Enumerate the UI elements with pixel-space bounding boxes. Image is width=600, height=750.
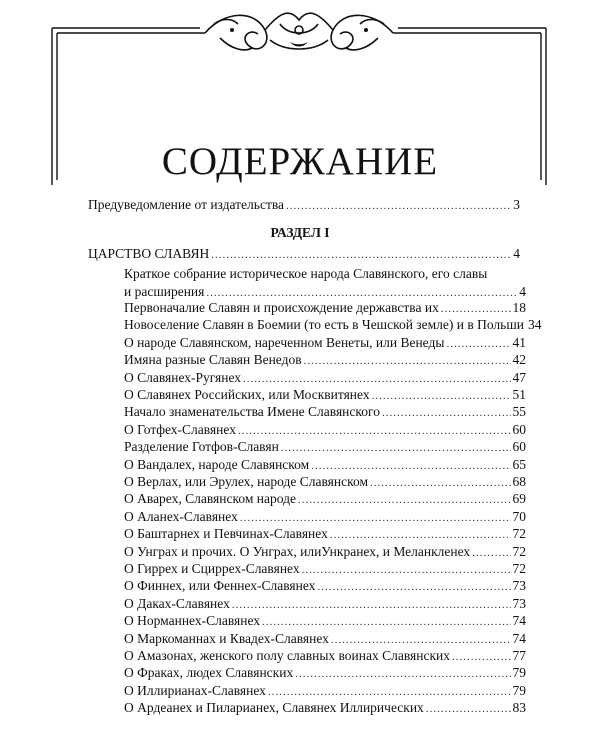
toc-page: 51 [512,387,526,402]
toc-page: 42 [512,352,526,368]
toc-entry [124,508,526,527]
toc-page: 72 [512,561,526,576]
toc-chapter [88,245,520,264]
toc-leader [330,526,511,544]
toc-page: 72 [512,526,526,542]
toc-leader [304,352,511,370]
toc-page: 4 [513,246,520,261]
toc-entry-line1: Краткое собрание историческое народа Славянского, его славы [124,266,488,281]
toc-entry [124,577,526,596]
toc-page: 79 [512,682,526,698]
toc-leader [262,613,510,631]
toc-label: О Гиррех и Сциррех-Славянех [124,561,300,576]
toc-label: О Аварех, Славянском народе [124,491,296,507]
toc-entry [124,473,526,492]
toc-page: 47 [512,369,526,385]
toc-page: 65 [512,456,526,472]
toc-leader [382,404,511,422]
toc-entry [124,316,542,335]
toc-label: О Финнех, или Феннех-Славянех [124,578,316,594]
toc-entry [124,421,526,440]
toc-page: 70 [512,508,526,524]
toc-page: 73 [512,595,526,611]
toc-entry [124,525,526,544]
toc-label: О Амазонах, женского полу славных воинах Славянских [124,648,451,663]
toc-entry [124,403,526,422]
toc-entry [124,386,526,405]
toc-entry [124,438,526,457]
toc-label: О Вандалех, народе Славянском [124,456,310,472]
toc-label: О Норманнех-Славянех [124,613,261,629]
toc-leader [298,491,511,509]
toc-leader [311,457,510,475]
toc-page: 18 [512,300,526,315]
toc-label: О народе Славянском, нареченном Венеты, или Венеды [124,334,445,350]
toc-label: О Верлах, или Эрулех, народе Славянском [124,474,369,489]
toc-page: 3 [513,197,520,212]
toc-page: 60 [512,439,526,455]
toc-entry [124,369,526,388]
toc-leader [211,246,511,264]
toc-entry [124,682,526,701]
toc-leader [452,648,510,666]
toc-label: О Фраках, людех Славянских [124,665,294,681]
toc-leader [302,561,511,579]
toc-entry [124,595,526,614]
toc-entry [124,560,526,579]
toc-label: О Маркоманнах и Квадех-Славянех [124,630,329,646]
toc-label: Новоселение Славян в Боемии (то есть в Чешской земле) и в Польши [124,317,524,333]
toc-leader [472,544,510,562]
ornament-fill-icon [230,28,368,47]
toc-label: О Ардеанех и Пиларианех, Славянех Иллирических [124,700,424,716]
toc-leader [370,474,510,492]
toc-leader [372,387,511,405]
toc-entry [124,664,526,683]
toc-page: 41 [512,334,526,350]
toc-page: 69 [512,491,526,507]
toc-page: 72 [512,543,526,559]
toc-page: 77 [512,648,526,663]
toc-leader [446,335,510,353]
toc-entry [124,456,526,475]
toc-label: Первоначалие Славян и происхождение державства их [124,300,439,315]
toc-label: О Даках-Славянех [124,595,230,611]
toc-entry [124,647,526,666]
toc-entry [124,490,526,509]
toc-leader [426,700,511,718]
toc-leader [331,631,511,649]
toc-leader [317,578,510,596]
section-heading: РАЗДЕЛ I [270,225,330,240]
toc-label: О Аланех-Славянех [124,508,238,524]
toc-label: О Готфех-Славянех [124,421,236,437]
toc-page: 74 [512,630,526,646]
toc-leader [238,422,511,440]
toc-entry [124,351,526,370]
toc-label: и расширения [124,284,205,299]
toc-entry [124,699,526,718]
toc-leader [268,683,511,701]
toc-label: О Иллирианах-Славянех [124,682,266,698]
toc-page: 79 [512,665,526,681]
toc-label: О Баштарнех и Певчинах-Славянех [124,526,328,542]
toc-label: Имяна разные Славян Венедов [124,352,302,368]
toc-label: Разделение Готфов-Славян [124,439,279,455]
toc-label: О Славянех-Ругянех [124,369,242,385]
toc-page: 60 [512,421,526,437]
toc-entry [124,543,526,562]
toc-label: О Унграх и прочих. О Унграх, илиУнкранех, и Меланкленех [124,543,471,559]
toc-label: ЦАРСТВО СЛАВЯН [88,246,210,261]
toc-entry [124,299,526,318]
toc-leader [295,665,510,683]
toc-leader [232,596,511,614]
toc-leader [441,300,511,318]
toc-page: 73 [512,578,526,594]
toc-leader [281,439,511,457]
toc-leader [243,370,510,388]
toc-page: 68 [512,474,526,489]
toc-entry [124,334,526,353]
toc-page: 4 [519,284,526,299]
toc-label: Начало знаменательства Имене Славянского [124,404,380,420]
toc-leader [240,509,511,527]
toc-preface [88,196,520,215]
toc-page: 34 [527,317,542,333]
toc-leader [286,197,511,215]
toc-entry [124,630,526,649]
toc-label: О Славянех Российских, или Москвитянех [124,387,370,402]
toc-page: 55 [512,404,526,420]
toc-entry [124,612,526,631]
toc-label: Предуведомление от издательства [88,197,285,212]
toc-page: 83 [512,700,526,716]
page-title: СОДЕРЖАНИЕ [161,140,439,183]
toc-page: 74 [512,613,526,629]
